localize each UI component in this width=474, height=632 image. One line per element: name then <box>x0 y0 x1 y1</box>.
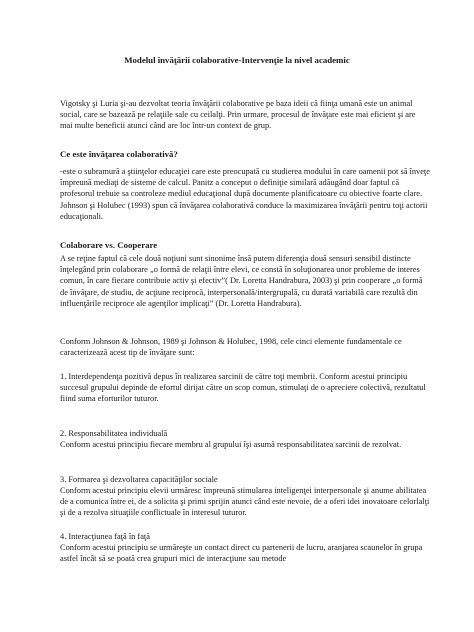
section2-paragraph: A se reţine faptul că cele două noţiuni sunt sinonime însă putem diferenţia două sensuri sensibil distincte înţelegând prin colaborare „o formă de relaţii între elevi, ce constă în soluţionarea unor probleme de interes comun, în care fiecare contribuie activ şi efectiv”( Dr. Loretta Handrabura, 2003) şi prin cooperare „o formă de învăţare, de studiu, de acţiune reciprocă, interpersonală/intergrupală, cu durată variabilă care rezultă din influenţările reciproce ale agenţilor implicaţi” (Dr. Loretta Handrabura). <box>60 254 423 308</box>
item4-title: 4. Interacţiunea faţă în faţă <box>60 532 150 541</box>
intro-paragraph: Vigotsky şi Luria şi-au dezvoltat teoria învăţării colaborative pe baza ideii că fiinţa umană este un animal social, care se bazează pe relaţiile sale cu ceilalţi. Prin urmare, procesul de învăţare este mai eficient şi are mai multe beneficii atunci când are loc într-un context de grup. <box>60 99 416 131</box>
item4-text: Conform acestui principiu se urmăreşte un contact direct cu partenerii de lucru, aranjarea scaunelor în grupa astfel încât să se poată crea grupuri mici de interacţiune sau metode <box>60 543 423 564</box>
item3-text: Conform acestui principiu elevii urmăresc împreună stimularea inteligenţei interpersonale şi anume abilitatea de a comunica între ei, de a solicita şi primi sprijin atunci când este nevoie, de a oferi idei inovatoare celorlalţi şi de a rezolva situaţiile conflictuale în interesul tuturor. <box>60 486 430 518</box>
section3-paragraph: Conform Johnson & Johnson, 1989 şi Johnson & Holubec, 1998, cele cinci elemente fundamentale ce caracterizează acest tip de învăţare sunt: <box>60 337 402 358</box>
item3-title: 3. Formarea şi dezvoltarea capacităţilor sociale <box>60 475 218 484</box>
item1-text: 1. Interdependenţa pozitivă depus în realizarea sarcinii de către toţi membrii. Conform acestui principiu succesul grupului depinde de efortul dirijat către un scop comun, stimulaţi de o apreciere colectivă, rezultatul fiind suma eforturilor tuturor. <box>60 372 426 404</box>
item2-text: Conform acestui principiu fiecare membru al grupului îşi asumă responsabilitatea sarcinii de rezolvat. <box>60 440 402 449</box>
section1-paragraph: -este o subramură a ştiinţelor educaţiei care este preocupată cu studierea modului în care oamenii pot să înveţe împreună mediaţi de sisteme de calcul. Panitz a conceput o definiţie similară adăugând doar faptul că profesorul trebuie sa controleze mediul educaţional după documente planificatoare cu obiective foarte clare. Johnson şi Holubec (1993) spun că învăţarea colaborativă conduce la maximizarea învăţării pentru toţi actorii educaţionali. <box>60 167 430 221</box>
section1-heading: Ce este învăţarea colaborativă? <box>60 149 178 159</box>
section2-heading: Colaborare vs. Cooperare <box>60 240 158 250</box>
document-title: Modelul învăţării colaborative-Intervenţie la nivel academic <box>124 55 350 65</box>
item2-title: 2. Responsabilitatea individuală <box>60 429 168 438</box>
